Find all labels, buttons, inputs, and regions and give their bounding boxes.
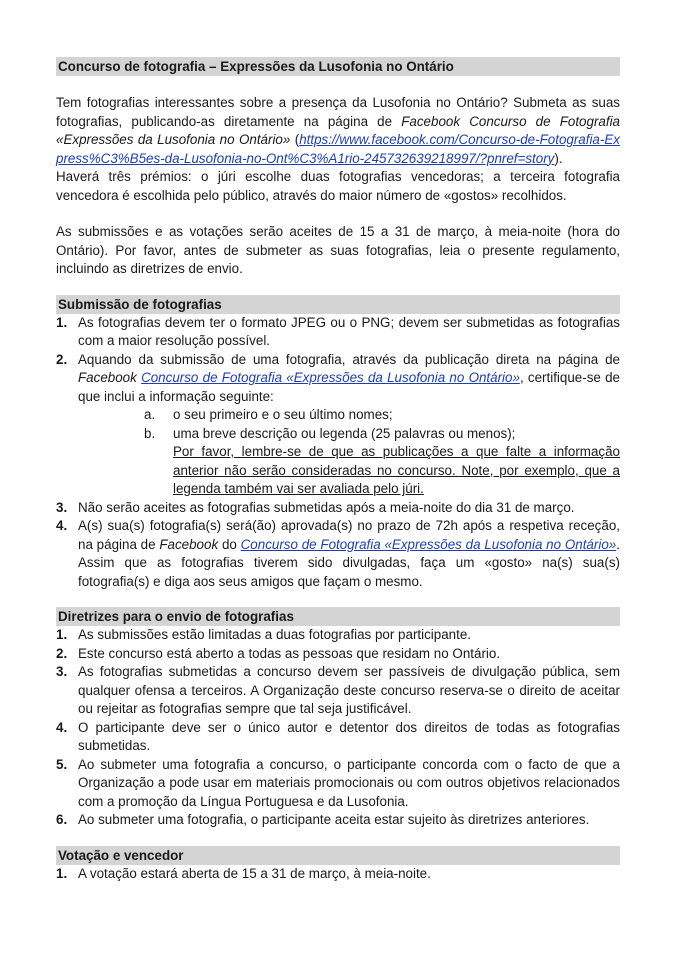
facebook-page-link[interactable]: https://www.facebook.com/Concurso-de-Fotografia-Express%C3%B5es-da-Lusofonia-no-Ont%C3%A1rio-245732639218997/?pnref=story bbox=[56, 132, 620, 166]
diretrizes-list bbox=[56, 626, 620, 830]
page-title: Concurso de fotografia – Expressões da Lusofonia no Ontário bbox=[56, 57, 620, 76]
list-item: 1. A votação estará aberta de 15 a 31 de março, à meia-noite. bbox=[56, 865, 431, 881]
list-item: 3. Não serão aceites as fotografias submetidas após a meia-noite do dia 31 de março. bbox=[56, 499, 575, 515]
sub-list bbox=[56, 406, 620, 443]
list-item: 4. A(s) sua(s) fotografia(s) será(ão) aprovada(s) no prazo de 72h após a respetiva receção, na página de Facebook do Concurso de Fotografia «Expressões da Lusofonia no Ontário». Assim que as fotografias tiverem sido divulgadas, faça um «gosto» na(s) sua(s) fotografia(s) e diga aos seus amigos que façam o mesmo. bbox=[56, 518, 620, 589]
contest-link[interactable]: Concurso de Fotografia «Expressões da Lusofonia no Ontário» bbox=[141, 370, 520, 385]
list-item: 2. Aquando da submissão de uma fotografia, através da publicação direta na página de Facebook Concurso de Fotografia «Expressões da Lusofonia no Ontário», certifique-se de que inclui a informação seguinte: a. o seu primeiro e o seu último nomes; b. uma breve descrição ou legenda (25 palavras ou menos); Por favor, lembre-se de que as publicações a que falte a informação anterior não serão consideradas no concurso. Note, por exemplo, que a legenda também vai ser avaliada pelo júri. bbox=[56, 351, 620, 499]
list-item: 2. Este concurso está aberto a todas as pessoas que residam no Ontário. bbox=[56, 645, 501, 661]
intro-paragraph-2: Haverá três prémios: o júri escolhe duas fotografias vencedoras; a terceira fotografia vencedora é escolhida pelo público, através do maior número de «gostos» recolhidos. bbox=[56, 169, 620, 203]
facebook-word: Facebook bbox=[401, 113, 461, 129]
list-item: 6. Ao submeter uma fotografia, o participante aceita estar sujeito às diretrizes anteriores. bbox=[56, 812, 590, 827]
intro-paragraph-3: As submissões e as votações serão aceites de 15 a 31 de março, à meia-noite (hora do Ontário). Por favor, antes de submeter as suas fotografias, leia o presente regulamento, incluindo as diretrizes de envio. bbox=[56, 224, 620, 276]
submission-note: Por favor, lembre-se de que as publicações a que falte a informação anterior não serão consideradas no concurso. Note, por exemplo, que a legenda também vai ser avaliada pelo júri. bbox=[173, 444, 620, 496]
contest-link[interactable]: Concurso de Fotografia «Expressões da Lusofonia no Ontário» bbox=[240, 536, 617, 552]
intro-paragraph-1: Tem fotografias interessantes sobre a presença da Lusofonia no Ontário? Submeta as suas fotografias, publicando-as diretamente na página de Facebook Concurso de Fotografia «Expressões da Lusofonia no Ontário» (https://www.facebook.com/Concurso-de-Fotografia-Express%C3%B5es-da-Lusofonia-no-Ont%C3%A1rio-245732639218997/?pnref=story). bbox=[56, 95, 620, 166]
list-item: b. uma breve descrição ou legenda (25 palavras ou menos); bbox=[144, 425, 516, 441]
section-heading-diretrizes: Diretrizes para o envio de fotografias bbox=[56, 607, 620, 626]
section-heading-votacao: Votação e vencedor bbox=[56, 846, 620, 865]
submissao-list bbox=[56, 314, 620, 592]
section-heading-submissao: Submissão de fotografias bbox=[56, 295, 620, 314]
list-item: 1. As submissões estão limitadas a duas fotografias por participante. bbox=[56, 627, 471, 642]
list-item: 5. Ao submeter uma fotografia a concurso, o participante concorda com o facto de que a Organização a pode usar em materiais promocionais ou com outros objetivos relacionados com a promoção da Língua Portuguesa e da Lusofonia. bbox=[56, 756, 620, 809]
list-item: 4. O participante deve ser o único autor e detentor dos direitos de todas as fotografias submetidas. bbox=[56, 719, 620, 753]
list-item: 1. As fotografias devem ter o formato JPEG ou o PNG; devem ser submetidas as fotografias com a maior resolução possível. bbox=[56, 314, 620, 348]
document-page bbox=[56, 57, 620, 883]
list-item: 3. As fotografias submetidas a concurso devem ser passíveis de divulgação pública, sem qualquer ofensa a terceiros. A Organização deste concurso reserva-se o direito de aceitar ou rejeitar as fotografias sempre que tal seja justificável. bbox=[56, 664, 620, 716]
votacao-list bbox=[56, 865, 620, 884]
list-item: a. o seu primeiro e o seu último nomes; bbox=[144, 407, 393, 422]
intro-text: Tem fotografias interessantes sobre a presença da Lusofonia no Ontário? Submeta as suas fotografias, publicando-as diretamente na página de bbox=[56, 95, 620, 129]
contest-page-name: Concurso de Fotografia «Expressões da Lusofonia no Ontário» bbox=[56, 113, 620, 147]
